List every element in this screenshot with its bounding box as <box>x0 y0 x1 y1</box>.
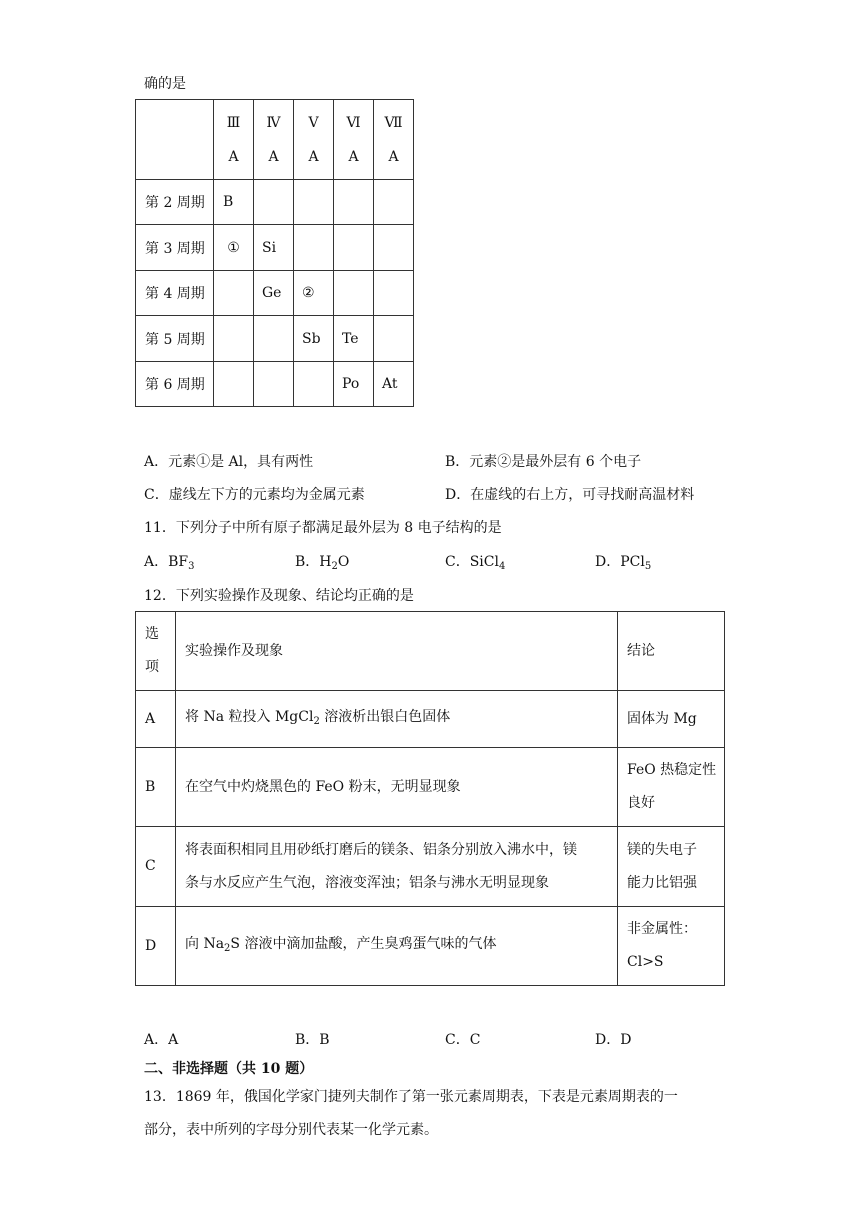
element-cell: Sb <box>294 316 334 362</box>
q11-option-d[interactable]: D．PCl$_5$ <box>595 554 652 572</box>
q11-option-c[interactable]: C．SiCl$_4$ <box>445 554 506 572</box>
element-cell <box>214 316 254 362</box>
element-cell <box>334 271 374 316</box>
table-header-row <box>136 612 725 691</box>
period-label: 第 5 周期 <box>136 316 214 362</box>
conclusion-cell: FeO 热稳定性 良好 <box>618 748 725 827</box>
q10-option-b[interactable]: B．元素②是最外层有 6 个电子 <box>445 454 642 470</box>
element-cell: Te <box>334 316 374 362</box>
option-cell: D <box>136 907 176 986</box>
table-row <box>136 691 725 748</box>
table-row <box>136 362 414 407</box>
conclusion-header: 结论 <box>618 612 725 691</box>
group-header: Ⅲ A <box>214 100 254 180</box>
operation-header: 实验操作及现象 <box>176 612 618 691</box>
q12-option-c[interactable]: C．C <box>445 1032 481 1048</box>
section-2-title: 二、非选择题（共 10 题） <box>144 1061 314 1077</box>
element-cell <box>294 362 334 407</box>
q12-option-d[interactable]: D．D <box>595 1032 632 1048</box>
operation-cell: 在空气中灼烧黑色的 FeO 粉末，无明显现象 <box>176 748 618 827</box>
element-cell <box>374 180 414 225</box>
q10-option-c[interactable]: C．虚线左下方的元素均为金属元素 <box>144 487 365 503</box>
group-header: Ⅶ A <box>374 100 414 180</box>
q13-line-2: 部分，表中所列的字母分别代表某一化学元素。 <box>144 1122 438 1138</box>
element-cell <box>294 225 334 271</box>
table-row <box>136 271 414 316</box>
table-row <box>136 907 725 986</box>
q11-stem: 11．下列分子中所有原子都满足最外层为 8 电子结构的是 <box>144 520 502 536</box>
operation-cell: 将表面积相同且用砂纸打磨后的镁条、铝条分别放入沸水中，镁 条与水反应产生气泡，溶液变浑浊；铝条与沸水无明显现象 <box>176 827 618 907</box>
element-cell: Ge <box>254 271 294 316</box>
element-cell <box>254 362 294 407</box>
period-label: 第 6 周期 <box>136 362 214 407</box>
element-cell: B <box>214 180 254 225</box>
group-header: Ⅴ A <box>294 100 334 180</box>
operation-cell: 向 $Na_2S$ 溶液中滴加盐酸，产生臭鸡蛋气味的气体 <box>176 907 618 986</box>
periodic-table <box>135 99 414 407</box>
element-cell <box>294 180 334 225</box>
element-cell <box>374 316 414 362</box>
conclusion-cell: 镁的失电子 能力比铝强 <box>618 827 725 907</box>
conclusion-cell: 非金属性： Cl>S <box>618 907 725 986</box>
conclusion-cell: 固体为 Mg <box>618 691 725 748</box>
element-cell: Si <box>254 225 294 271</box>
option-header: 选 项 <box>136 612 176 691</box>
element-cell: ① <box>214 225 254 271</box>
period-label: 第 4 周期 <box>136 271 214 316</box>
element-cell <box>374 271 414 316</box>
experiment-table <box>135 611 725 986</box>
q10-option-d[interactable]: D．在虚线的右上方，可寻找耐高温材料 <box>445 487 695 503</box>
element-cell <box>254 316 294 362</box>
q11-option-b[interactable]: B．$H_2O$ <box>295 554 350 572</box>
element-cell <box>374 225 414 271</box>
table-row <box>136 748 725 827</box>
table-row <box>136 316 414 362</box>
question-10-tail: 确的是 <box>144 76 186 92</box>
q11-option-a[interactable]: A．$BF_3$ <box>144 554 195 572</box>
operation-cell: 将 Na 粒投入 MgCl$_2$ 溶液析出银白色固体 <box>176 691 618 748</box>
table-row <box>136 225 414 271</box>
element-cell <box>254 180 294 225</box>
q10-option-a[interactable]: A．元素①是 Al，具有两性 <box>144 454 314 470</box>
table-row <box>136 180 414 225</box>
q13-line-1: 13．1869 年，俄国化学家门捷列夫制作了第一张元素周期表，下表是元素周期表的一 <box>144 1089 678 1105</box>
q12-stem: 12．下列实验操作及现象、结论均正确的是 <box>144 588 414 604</box>
element-cell <box>214 362 254 407</box>
group-header: Ⅳ A <box>254 100 294 180</box>
element-cell <box>334 180 374 225</box>
table-corner <box>136 100 214 180</box>
element-cell <box>214 271 254 316</box>
period-label: 第 2 周期 <box>136 180 214 225</box>
element-cell: ② <box>294 271 334 316</box>
element-cell: Po <box>334 362 374 407</box>
option-cell: A <box>136 691 176 748</box>
option-cell: C <box>136 827 176 907</box>
element-cell: At <box>374 362 414 407</box>
group-header: Ⅵ A <box>334 100 374 180</box>
option-cell: B <box>136 748 176 827</box>
period-label: 第 3 周期 <box>136 225 214 271</box>
q12-option-b[interactable]: B．B <box>295 1032 330 1048</box>
element-cell <box>334 225 374 271</box>
table-row <box>136 827 725 907</box>
q12-option-a[interactable]: A．A <box>144 1032 179 1048</box>
